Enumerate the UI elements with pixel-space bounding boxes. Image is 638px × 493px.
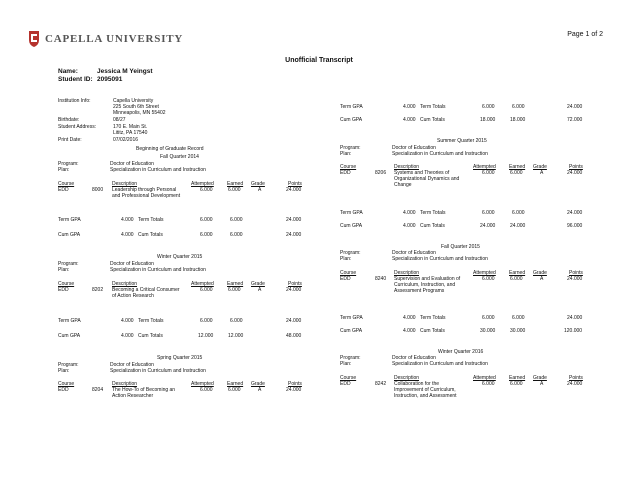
course-points: 24.000 [567,170,583,176]
term-heading: Fall Quarter 2014 [160,154,199,160]
col-description: Description [394,270,420,276]
col-attempted: Attempted [473,270,496,276]
cum-points: 96.000 [567,223,583,229]
col-earned: Earned [509,164,526,170]
cum-totals-label: Cum Totals [420,223,445,229]
term-gpa-label: Term GPA [58,217,81,223]
course-attempted: 6.000 [482,381,495,387]
program-value: Doctor of Education [110,261,154,267]
term-gpa: 4.000 [403,210,416,216]
course-earned: 6.000 [510,276,523,282]
course-attempted: 6.000 [200,187,213,193]
print-date-label: Print Date: [58,137,82,143]
student-name: Jessica M Yeingst [97,68,153,75]
program-label: Program: [340,355,361,361]
col-course: Course [58,381,75,387]
course-points: 24.000 [286,287,302,293]
course-description: Systems and Theories of [394,170,450,176]
cum-earned: 12.000 [228,333,244,339]
term-earned: 6.000 [230,217,243,223]
term-attempted: 6.000 [482,210,495,216]
term-points: 24.000 [286,217,302,223]
cum-points: 24.000 [286,232,302,238]
course-number: 8202 [92,287,104,293]
course-description: Becoming a Critical Consumer [112,287,180,293]
col-course: Course [58,181,75,187]
term-gpa-label: Term GPA [340,210,363,216]
plan-label: Plan: [58,368,70,374]
address-line: Lititz, PA 17540 [113,130,148,136]
institution-line: Capella University [113,98,154,104]
term-heading: Spring Quarter 2015 [157,355,203,361]
plan-label: Plan: [58,167,70,173]
course-subject: EDD [58,387,69,393]
page-number: Page 1 of 2 [567,31,603,38]
col-points: Points [569,164,583,170]
student-id: 2095091 [97,76,123,83]
term-points: 24.000 [286,318,302,324]
col-grade: Grade [533,270,547,276]
plan-value: Specialization in Curriculum and Instruction [392,256,488,262]
program-label: Program: [340,250,361,256]
cum-totals-label: Cum Totals [420,117,445,123]
col-attempted: Attempted [473,375,496,381]
col-description: Description [112,181,138,187]
plan-value: Specialization in Curriculum and Instruction [110,167,206,173]
course-attempted: 6.000 [482,276,495,282]
program-value: Doctor of Education [392,250,436,256]
plan-label: Plan: [58,267,70,273]
term-totals-label: Term Totals [420,210,446,216]
col-points: Points [288,281,302,287]
course-earned: 6.000 [228,287,241,293]
term-points: 24.000 [567,104,583,110]
shield-icon [28,30,40,48]
col-course: Course [340,164,357,170]
course-number: 8240 [375,276,387,282]
col-description: Description [394,164,420,170]
cum-gpa: 4.000 [403,223,416,229]
course-grade: A [258,287,262,293]
program-label: Program: [58,161,79,167]
cum-attempted: 30.000 [480,328,496,334]
term-earned: 6.000 [512,315,525,321]
cum-gpa-label: Cum GPA [340,328,363,334]
col-description: Description [112,281,138,287]
cum-gpa-label: Cum GPA [58,333,81,339]
course-description: Change [394,182,412,188]
course-subject: EDD [58,287,69,293]
course-attempted: 6.000 [200,287,213,293]
course-grade: A [258,187,262,193]
record-heading: Beginning of Graduate Record [136,146,204,152]
program-value: Doctor of Education [392,145,436,151]
course-number: 8204 [92,387,104,393]
cum-gpa: 4.000 [121,333,134,339]
term-earned: 6.000 [512,210,525,216]
address-label: Student Address: [58,124,97,130]
course-description: of Action Research [112,293,154,299]
cum-attempted: 24.000 [480,223,496,229]
cum-totals-label: Cum Totals [420,328,445,334]
cum-points: 48.000 [286,333,302,339]
plan-label: Plan: [340,361,352,367]
term-totals-label: Term Totals [420,315,446,321]
cum-gpa: 4.000 [403,117,416,123]
institution-line: Minneapolis, MN 55402 [113,110,166,116]
address-line: 170 E. Main St. [113,124,148,130]
course-earned: 6.000 [228,387,241,393]
course-description: Collaboration for the [394,381,440,387]
cum-gpa: 4.000 [121,232,134,238]
term-earned: 6.000 [230,318,243,324]
col-earned: Earned [509,375,526,381]
term-gpa-label: Term GPA [340,104,363,110]
col-grade: Grade [533,375,547,381]
print-date: 07/02/2016 [113,137,139,143]
cum-earned: 30.000 [510,328,526,334]
plan-value: Specialization in Curriculum and Instruction [110,368,206,374]
plan-value: Specialization in Curriculum and Instruction [392,361,488,367]
program-value: Doctor of Education [110,161,154,167]
program-label: Program: [58,261,79,267]
term-heading: Fall Quarter 2015 [441,244,480,250]
term-points: 24.000 [567,210,583,216]
capella-logo [28,29,183,49]
cum-earned: 24.000 [510,223,526,229]
course-points: 24.000 [567,276,583,282]
col-points: Points [569,375,583,381]
program-value: Doctor of Education [392,355,436,361]
course-description: and Professional Development [112,193,181,199]
term-heading: Summer Quarter 2015 [437,138,487,144]
cum-gpa-label: Cum GPA [340,117,363,123]
course-earned: 6.000 [228,187,241,193]
program-label: Program: [340,145,361,151]
course-points: 24.000 [567,381,583,387]
program-value: Doctor of Education [110,362,154,368]
col-attempted: Attempted [191,381,214,387]
col-points: Points [288,181,302,187]
course-earned: 6.000 [510,381,523,387]
course-number: 8242 [375,381,387,387]
col-points: Points [569,270,583,276]
term-gpa: 4.000 [403,104,416,110]
term-gpa-label: Term GPA [58,318,81,324]
course-subject: EDD [340,170,351,176]
plan-value: Specialization in Curriculum and Instruction [392,151,488,157]
course-points: 24.000 [286,387,302,393]
term-gpa: 4.000 [403,315,416,321]
col-attempted: Attempted [473,164,496,170]
term-attempted: 6.000 [200,217,213,223]
col-earned: Earned [227,181,244,187]
col-earned: Earned [227,281,244,287]
col-course: Course [340,270,357,276]
term-attempted: 6.000 [200,318,213,324]
logo-text: CAPELLA UNIVERSITY [45,33,184,45]
course-grade: A [540,381,544,387]
plan-label: Plan: [340,151,352,157]
col-grade: Grade [251,381,265,387]
course-grade: A [540,170,544,176]
col-course: Course [340,375,357,381]
term-totals-label: Term Totals [420,104,446,110]
name-label: Name: [58,68,78,75]
cum-totals-label: Cum Totals [138,333,163,339]
student-id-label: Student ID: [58,76,93,83]
col-attempted: Attempted [191,281,214,287]
term-attempted: 6.000 [482,104,495,110]
term-gpa: 4.000 [121,318,134,324]
term-heading: Winter Quarter 2016 [438,349,484,355]
course-subject: EDD [340,276,351,282]
col-earned: Earned [227,381,244,387]
course-points: 24.000 [286,187,302,193]
course-description: Supervision and Evaluation of [394,276,461,282]
course-number: 8000 [92,187,104,193]
term-heading: Winter Quarter 2015 [157,254,203,260]
birthdate-label: Birthdate: [58,117,80,123]
col-grade: Grade [251,181,265,187]
institution-label: Institution Info: [58,98,91,104]
col-description: Description [112,381,138,387]
col-grade: Grade [533,164,547,170]
term-gpa-label: Term GPA [340,315,363,321]
cum-gpa-label: Cum GPA [340,223,363,229]
course-earned: 6.000 [510,170,523,176]
course-number: 8206 [375,170,387,176]
plan-value: Specialization in Curriculum and Instruction [110,267,206,273]
cum-attempted: 6.000 [200,232,213,238]
course-description: Curriculum, Instruction, and [394,282,456,288]
course-grade: A [540,276,544,282]
col-attempted: Attempted [191,181,214,187]
term-gpa: 4.000 [121,217,134,223]
course-description: Leadership through Personal [112,187,177,193]
term-points: 24.000 [567,315,583,321]
course-description: Assessment Programs [394,288,445,294]
term-totals-label: Term Totals [138,318,164,324]
term-earned: 6.000 [512,104,525,110]
course-description: Organizational Dynamics and [394,176,460,182]
col-description: Description [394,375,420,381]
course-attempted: 6.000 [200,387,213,393]
course-description: Improvement of Curriculum, [394,387,456,393]
cum-totals-label: Cum Totals [138,232,163,238]
col-course: Course [58,281,75,287]
cum-attempted: 18.000 [480,117,496,123]
term-totals-label: Term Totals [138,217,164,223]
course-grade: A [258,387,262,393]
birthdate: 08/27 [113,117,126,123]
course-description: Action Researcher [112,393,154,399]
col-earned: Earned [509,270,526,276]
cum-earned: 18.000 [510,117,526,123]
program-label: Program: [58,362,79,368]
institution-line: 225 South 6th Street [113,104,159,110]
term-attempted: 6.000 [482,315,495,321]
cum-gpa-label: Cum GPA [58,232,81,238]
cum-points: 120.000 [564,328,583,334]
cum-points: 72.000 [567,117,583,123]
course-description: Instruction, and Assessment [394,393,457,399]
course-description: The How-To of Becoming an [112,387,176,393]
cum-attempted: 12.000 [198,333,214,339]
plan-label: Plan: [340,256,352,262]
course-subject: EDD [340,381,351,387]
course-subject: EDD [58,187,69,193]
col-points: Points [288,381,302,387]
cum-gpa: 4.000 [403,328,416,334]
course-attempted: 6.000 [482,170,495,176]
cum-earned: 6.000 [230,232,243,238]
col-grade: Grade [251,281,265,287]
document-title: Unofficial Transcript [285,57,353,64]
